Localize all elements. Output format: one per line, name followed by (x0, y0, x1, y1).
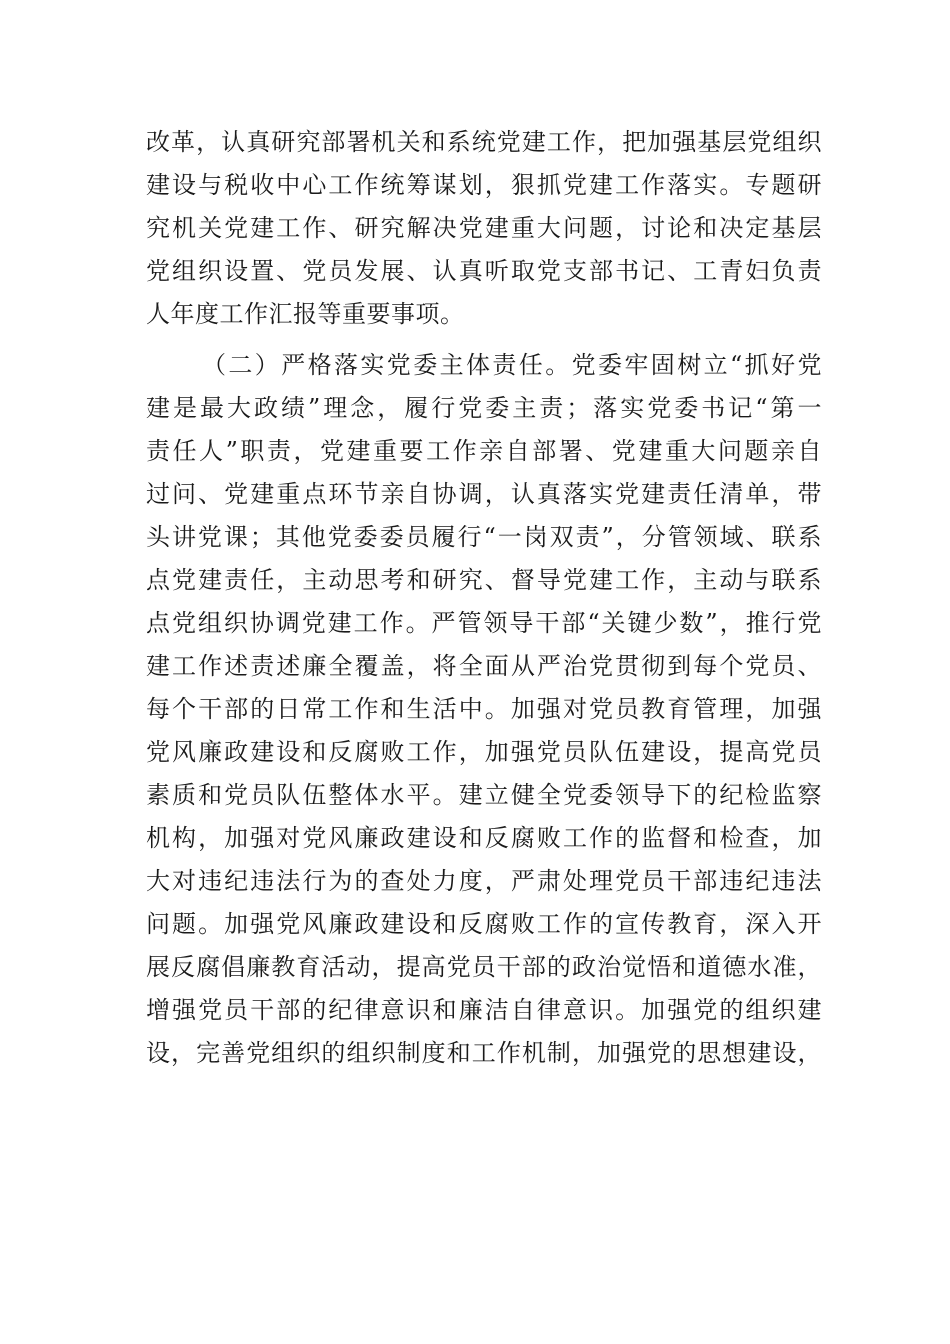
paragraph-2-line: 问题。加强党风廉政建设和反腐败工作的宣传教育，深入开 (146, 910, 822, 938)
paragraph-2-line: 建工作述责述廉全覆盖，将全面从严治党贯彻到每个党员、 (146, 652, 822, 680)
paragraph-2-line: 增强党员干部的纪律意识和廉洁自律意识。加强党的组织建 (146, 996, 822, 1024)
paragraph-2-line: 建是最大政绩”理念，履行党委主责；落实党委书记“第一 (146, 394, 822, 422)
paragraph-2-line: 展反腐倡廉教育活动，提高党员干部的政治觉悟和道德水准， (146, 953, 822, 981)
paragraph-1 (146, 121, 822, 336)
paragraph-2-line: （二）严格落实党委主体责任。党委牢固树立“抓好党 (202, 351, 822, 379)
paragraph-2-line: 党风廉政建设和反腐败工作，加强党员队伍建设，提高党员 (146, 738, 822, 766)
paragraph-2-line: 责任人”职责，党建重要工作亲自部署、党建重大问题亲自 (146, 437, 822, 465)
paragraph-2-line: 点党建责任，主动思考和研究、督导党建工作，主动与联系 (146, 566, 822, 594)
paragraph-2-line: 大对违纪违法行为的查处力度，严肃处理党员干部违纪违法 (146, 867, 822, 895)
paragraph-2-line: 过问、党建重点环节亲自协调，认真落实党建责任清单，带 (146, 480, 822, 508)
paragraph-1-line: 究机关党建工作、研究解决党建重大问题，讨论和决定基层 (146, 214, 822, 242)
paragraph-1-line: 改革，认真研究部署机关和系统党建工作，把加强基层党组织 (146, 128, 822, 156)
paragraph-2-line: 点党组织协调党建工作。严管领导干部“关键少数”，推行党 (146, 609, 822, 637)
paragraph-1-line: 人年度工作汇报等重要事项。 (146, 300, 465, 328)
paragraph-2-line: 机构，加强对党风廉政建设和反腐败工作的监督和检查，加 (146, 824, 822, 852)
paragraph-2-line: 素质和党员队伍整体水平。建立健全党委领导下的纪检监察 (146, 781, 822, 809)
paragraph-2 (146, 344, 822, 1075)
paragraph-2-line: 每个干部的日常工作和生活中。加强对党员教育管理，加强 (146, 695, 822, 723)
paragraph-1-line: 党组织设置、党员发展、认真听取党支部书记、工青妇负责 (146, 257, 822, 285)
paragraph-2-line: 头讲党课；其他党委委员履行“一岗双责”，分管领域、联系 (146, 523, 822, 551)
paragraph-1-line: 建设与税收中心工作统筹谋划，狠抓党建工作落实。专题研 (146, 171, 822, 199)
paragraph-2-line: 设，完善党组织的组织制度和工作机制，加强党的思想建设， (146, 1039, 822, 1067)
